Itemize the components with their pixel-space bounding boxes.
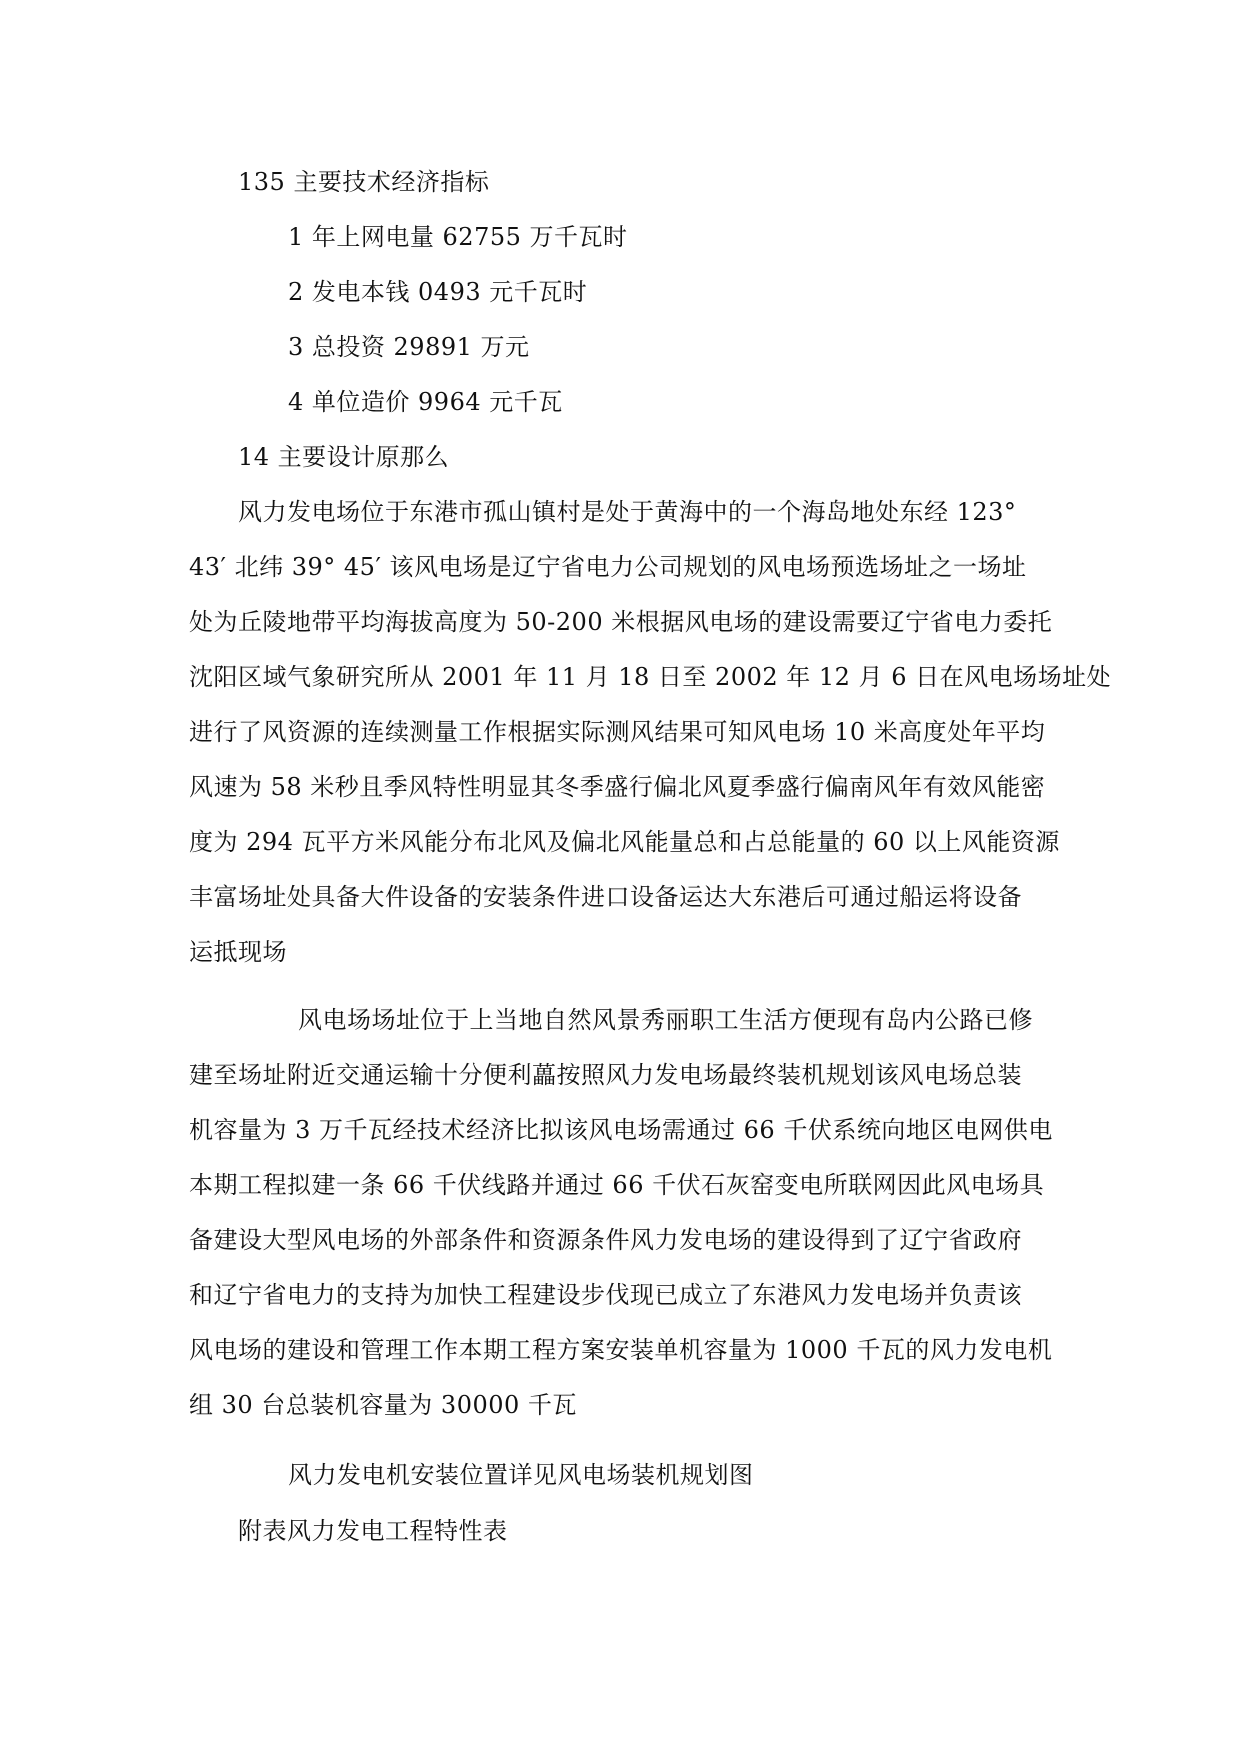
section-heading-14: 14 主要设计原那么 [238,443,450,471]
paragraph-line: 组 30 台总装机容量为 30000 千瓦 [189,1391,577,1419]
indicator-item: 4 单位造价 9964 元千瓦 [288,388,563,416]
paragraph-line: 43′ 北纬 39° 45′ 该风电场是辽宁省电力公司规划的风电场预选场址之一场址 [189,553,1027,581]
paragraph-line: 运抵现场 [189,938,287,966]
paragraph-line: 风电场的建设和管理工作本期工程方案安装单机容量为 1000 千瓦的风力发电机 [189,1336,1053,1364]
paragraph-line: 处为丘陵地带平均海拔高度为 50-200 米根据风电场的建设需要辽宁省电力委托 [189,608,1053,636]
indicator-item: 1 年上网电量 62755 万千瓦时 [288,223,628,251]
paragraph-line: 度为 294 瓦平方米风能分布北风及偏北风能量总和占总能量的 60 以上风能资源 [189,828,1060,856]
paragraph-line: 风力发电场位于东港市孤山镇村是处于黄海中的一个海岛地处东经 123° [238,498,1017,526]
indicator-item: 3 总投资 29891 万元 [288,333,530,361]
layout-note: 风力发电机安装位置详见风电场装机规划图 [288,1461,754,1489]
paragraph-line: 机容量为 3 万千瓦经技术经济比拟该风电场需通过 66 千伏系统向地区电网供电 [189,1116,1053,1144]
paragraph-line: 和辽宁省电力的支持为加快工程建设步伐现已成立了东港风力发电场并负责该 [189,1281,1022,1309]
paragraph-line: 风速为 58 米秒且季风特性明显其冬季盛行偏北风夏季盛行偏南风年有效风能密 [189,773,1046,801]
paragraph-line: 进行了风资源的连续测量工作根据实际测风结果可知风电场 10 米高度处年平均 [189,718,1046,746]
section-heading-135: 135 主要技术经济指标 [238,168,490,196]
indicator-item: 2 发电本钱 0493 元千瓦时 [288,278,588,306]
paragraph-line: 建至场址附近交通运输十分便利藟按照风力发电场最终装机规划该风电场总装 [189,1061,1022,1089]
paragraph-line: 风电场场址位于上当地自然风景秀丽职工生活方便现有岛内公路已修 [298,1006,1033,1034]
appendix-caption: 附表风力发电工程特性表 [238,1517,508,1545]
paragraph-line: 丰富场址处具备大件设备的安装条件进口设备运达大东港后可通过船运将设备 [189,883,1022,911]
paragraph-line: 备建设大型风电场的外部条件和资源条件风力发电场的建设得到了辽宁省政府 [189,1226,1022,1254]
paragraph-line: 沈阳区域气象研究所从 2001 年 11 月 18 日至 2002 年 12 月 6 日在风电场场址处 [189,663,1112,691]
paragraph-line: 本期工程拟建一条 66 千伏线路并通过 66 千伏石灰窑变电所联网因此风电场具 [189,1171,1045,1199]
